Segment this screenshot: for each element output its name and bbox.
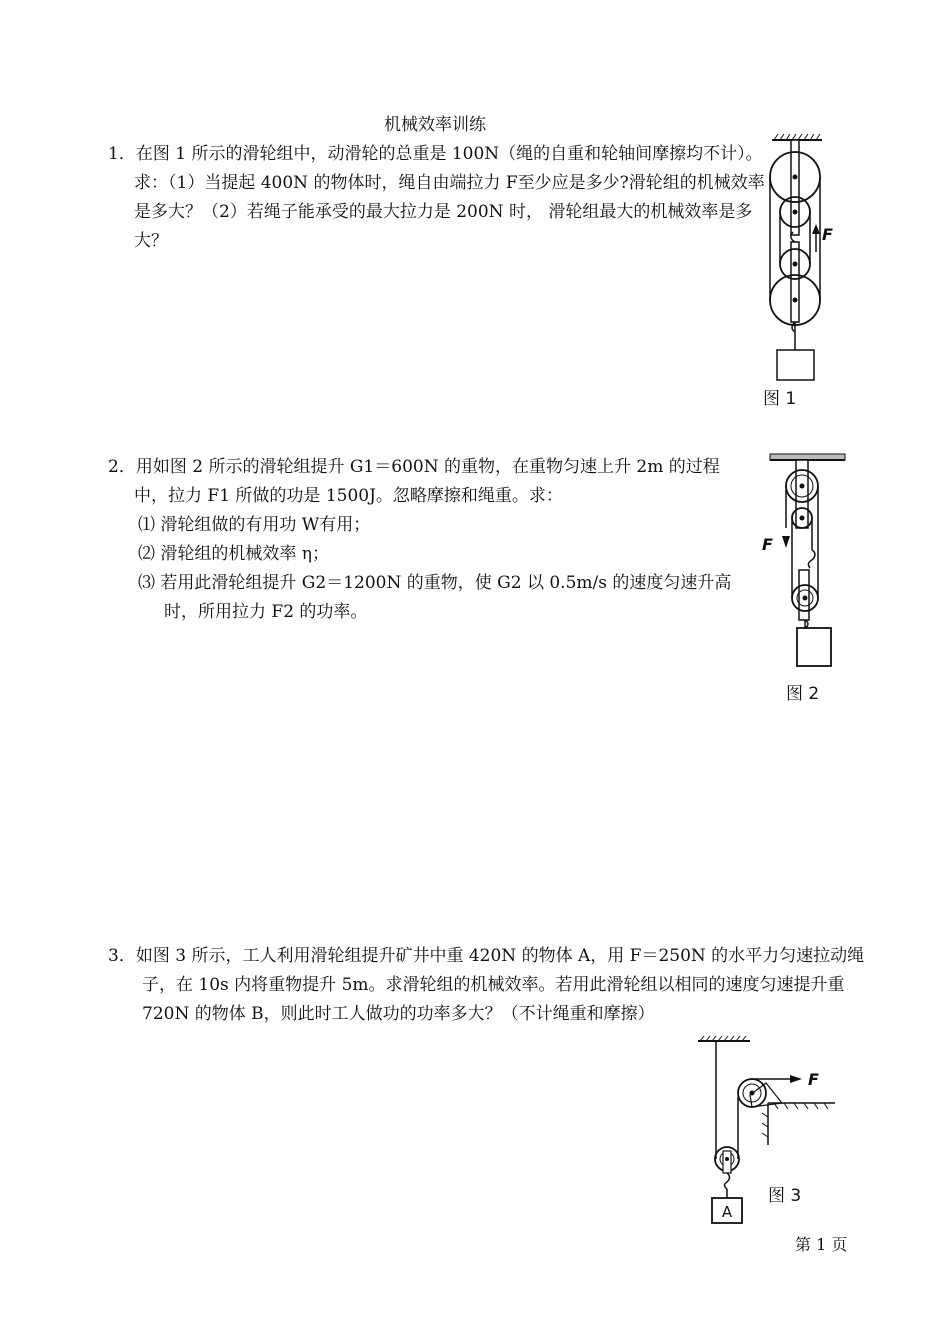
figure-3-caption: 图 3: [768, 1186, 802, 1206]
question-3-text: 如图 3 所示，工人利用滑轮组提升矿井中重 420N 的物体 A，用 F＝250N 的水平力匀速拉动绳子，在 10s 内将重物提升 5m。求滑轮组的机械效率。若用此滑轮组以相同的速度匀速提升重 720N 的物体 B，则此时工人做功的功率多大？（不计绳重和摩擦）: [135, 946, 865, 1024]
figure-3-pulley-diagram: [690, 1035, 840, 1230]
figure-2-force-label: F: [762, 535, 773, 554]
question-1-number: 1．: [108, 144, 136, 164]
figure-2-caption: 图 2: [786, 684, 820, 704]
question-2-text: 用如图 2 所示的滑轮组提升 G1＝600N 的重物，在重物匀速上升 2m 的过程中，拉力 F1 所做的功是 1500J。忽略摩擦和绳重。求：: [134, 457, 720, 506]
question-2-part-2: ⑵ 滑轮组的机械效率 η；: [138, 544, 329, 564]
figure-2-pulley-diagram: [760, 450, 855, 675]
question-1: [108, 140, 774, 256]
question-2-part-1: ⑴ 滑轮组做的有用功 W有用；: [138, 515, 371, 535]
figure-3-force-label: F: [808, 1070, 819, 1089]
figure-1-pulley-diagram: [760, 132, 850, 382]
question-3: [108, 942, 887, 1029]
question-1-text: 在图 1 所示的滑轮组中，动滑轮的总重是 100N（绳的自重和轮轴间摩擦均不计）。求：（1）当提起 400N 的物体时，绳自由端拉力 F至少应是多少?滑轮组的机械效率是多大？（2）若绳子能承受的最大拉力是 200N 时， 滑轮组最大的机械效率是多大？: [134, 144, 765, 251]
figure-3-object-label: A: [721, 1203, 733, 1221]
question-2-stem: [108, 453, 753, 511]
question-3-number: 3．: [108, 946, 136, 966]
page-footer: 第 1 页: [795, 1235, 848, 1254]
figure-1-caption: 图 1: [763, 389, 797, 409]
question-2-number: 2．: [108, 457, 136, 477]
figure-1-force-label: F: [822, 225, 833, 244]
question-2: [108, 453, 753, 627]
question-2-part-3: ⑶ 若用此滑轮组提升 G2＝1200N 的重物，使 G2 以 0.5m/s 的速度匀速升高时，所用拉力 F2 的功率。: [138, 573, 732, 622]
page-title: 机械效率训练: [384, 115, 486, 135]
